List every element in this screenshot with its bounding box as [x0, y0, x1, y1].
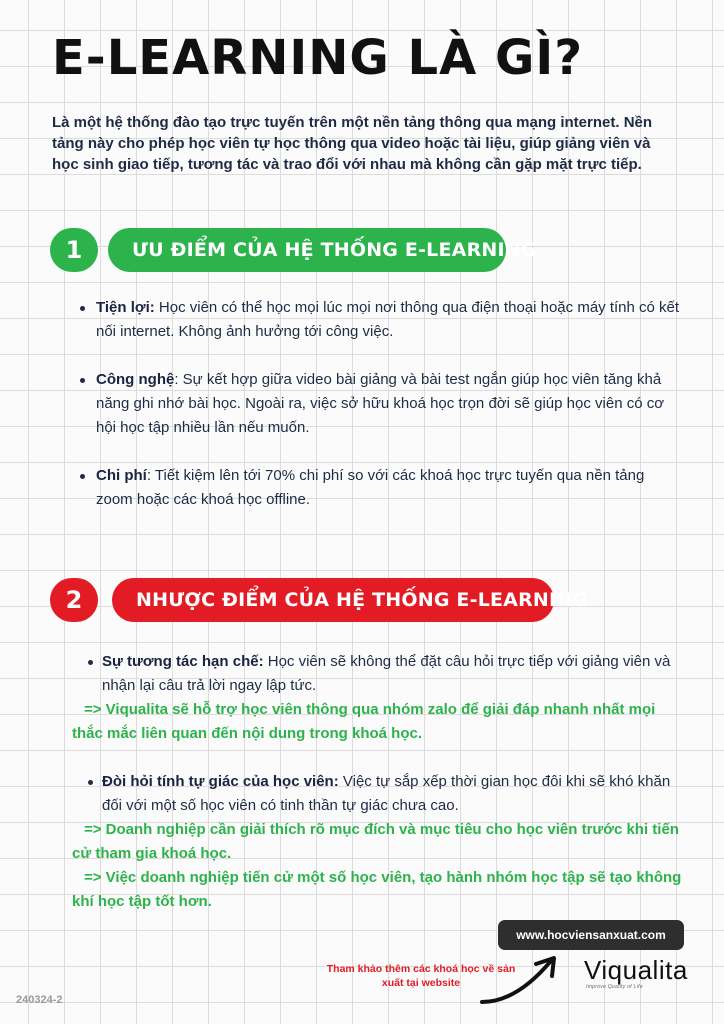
section-1-heading: ƯU ĐIỂM CỦA HỆ THỐNG E-LEARNING — [108, 228, 506, 272]
logo-part-2: qualita — [607, 955, 688, 985]
website-link[interactable]: www.hocviensanxuat.com — [498, 920, 684, 950]
document-code: 240324-2 — [16, 994, 63, 1006]
note-text: => Việc doanh nghiệp tiến cử một số học viên, tạo hành nhóm học tập sẽ tạo không khí học tập tốt hơn. — [72, 869, 682, 910]
list-item — [88, 650, 688, 698]
advantages-list — [80, 296, 680, 512]
solution-note — [72, 818, 690, 866]
item-text: Học viên có thể học mọi lúc mọi nơi thông qua điện thoại hoặc máy tính có kết nối internet. Không ảnh hưởng tới công việc. — [96, 299, 680, 340]
note-text: => Viqualita sẽ hỗ trợ học viên thông qua nhóm zalo để giải đáp nhanh nhất mọi thắc mắc liên quan đến nội dung trong khoá học. — [72, 701, 656, 742]
list-item — [80, 368, 680, 440]
section-2-number-badge: 2 — [50, 578, 98, 622]
bullet-dot — [88, 780, 93, 785]
curved-arrow-icon — [476, 952, 566, 1008]
viqualita-logo — [584, 956, 694, 996]
cta-text: Tham khảo thêm các khoá học về sản xuất tại website — [326, 963, 516, 989]
list-item — [88, 770, 688, 818]
solution-note — [72, 866, 690, 914]
item-label: Sự tương tác hạn chế: — [102, 653, 264, 670]
item-text: Việc tự sắp xếp thời gian học đôi khi sẽ khó khăn đối với một số học viên có tinh thần tự giác chưa cao. — [102, 773, 671, 814]
section-1-number-badge: 1 — [50, 228, 98, 272]
logo-part-1: Vi — [584, 955, 608, 985]
item-label: Đòi hỏi tính tự giác của học viên: — [102, 773, 339, 790]
intro-paragraph: Là một hệ thống đào tạo trực tuyến trên một nền tảng thông qua mạng internet. Nền tảng này cho phép học viên tự học thông qua video hoặc tài liệu, giúp giảng viên và học sinh giao tiếp, tương tác và trao đổi với nhau mà không cần gặp mặt trực tiếp. — [52, 114, 653, 173]
item-label: Tiện lợi: — [96, 299, 155, 316]
note-text: => Doanh nghiệp cần giải thích rõ mục đích và mục tiêu cho học viên trước khi tiến cử tham gia khoá học. — [72, 821, 679, 862]
item-text: Học viên sẽ không thể đặt câu hỏi trực tiếp với giảng viên và nhận lại câu trả lời ngay lập tức. — [102, 653, 671, 694]
logo-tagline: Improve Quality of Life — [586, 984, 643, 990]
list-item — [80, 464, 680, 512]
page-title: E-LEARNING LÀ GÌ? — [52, 30, 584, 86]
list-item — [80, 296, 680, 344]
item-text: : Sự kết hợp giữa video bài giảng và bài test ngắn giúp học viên tăng khả năng ghi nhớ bài học. Ngoài ra, việc sở hữu khoá học trọn đời sẽ giúp học viên có cơ hội học tập nhiều lần nếu muốn. — [96, 371, 665, 436]
item-label: Công nghệ — [96, 371, 175, 388]
section-2-heading: NHƯỢC ĐIỂM CỦA HỆ THỐNG E-LEARNING — [112, 578, 554, 622]
solution-note — [72, 698, 690, 746]
bullet-dot — [88, 660, 93, 665]
item-label: Chi phí — [96, 467, 147, 484]
item-text: : Tiết kiệm lên tới 70% chi phí so với các khoá học trực tuyến qua nền tảng zoom hoặc các khoá học offline. — [96, 467, 645, 508]
